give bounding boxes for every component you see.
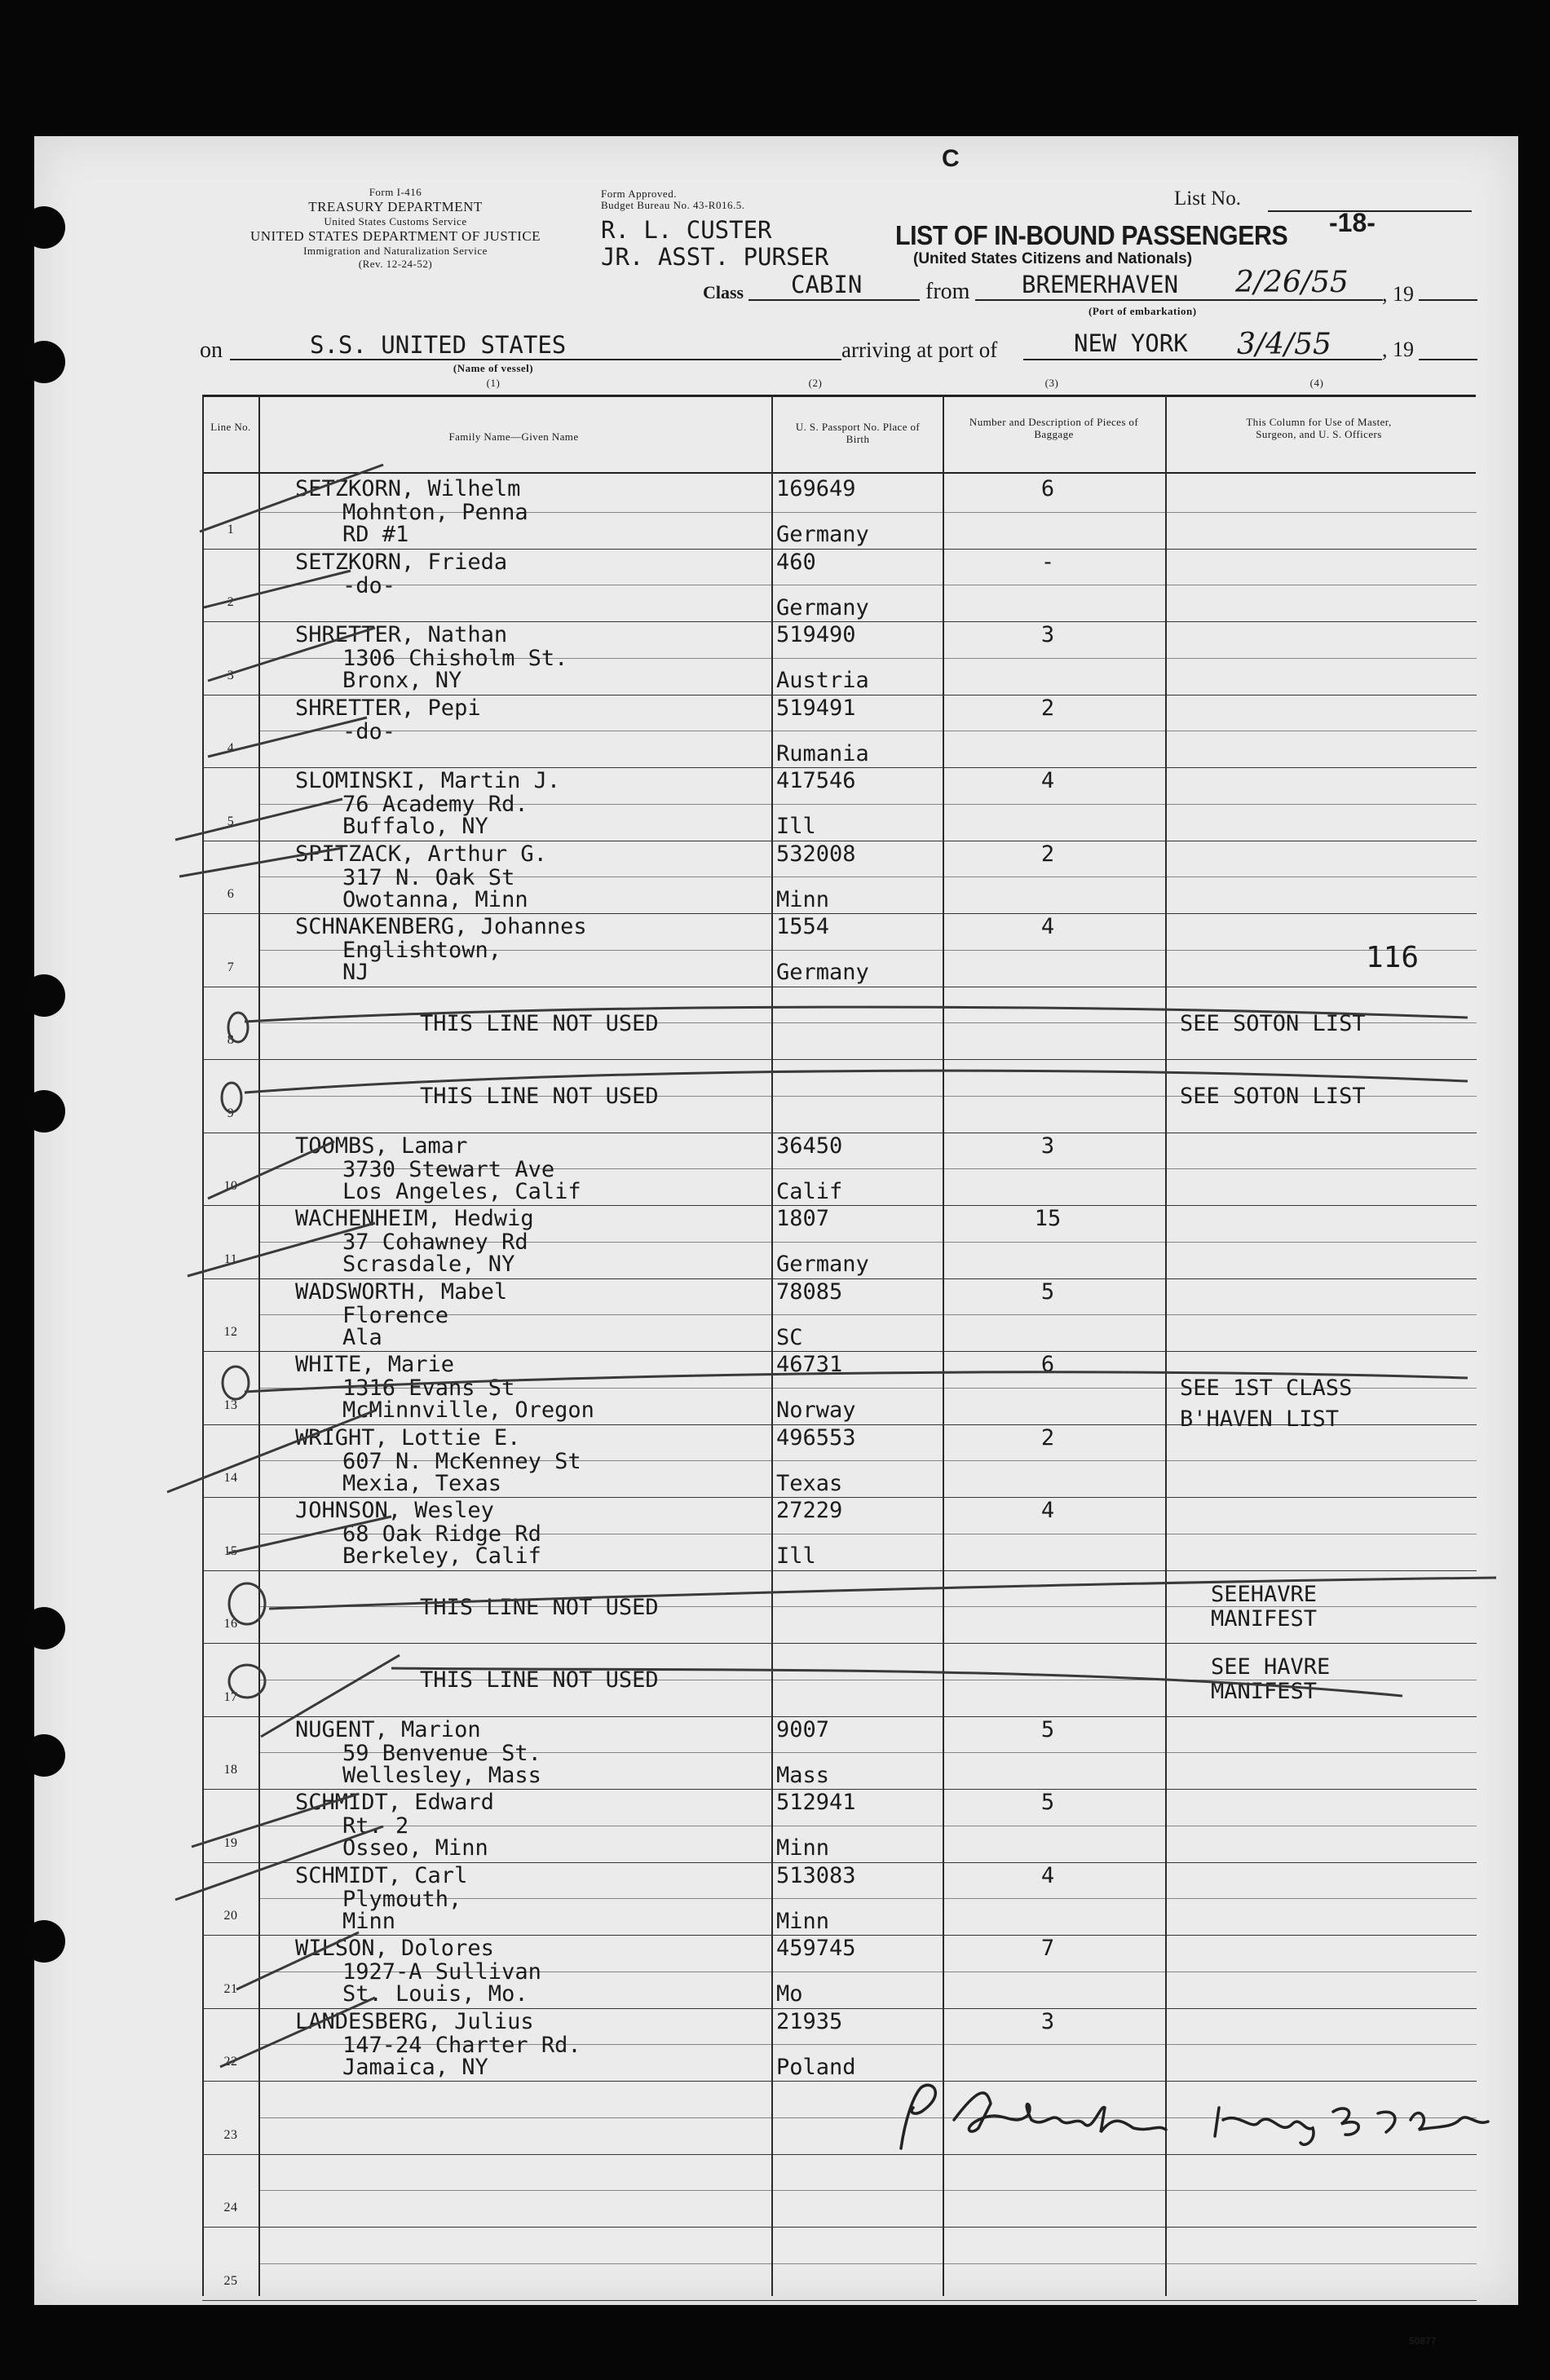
- immigration-service: Immigration and Naturalization Service: [303, 245, 488, 257]
- line-number: 2: [227, 595, 235, 609]
- passport-number: 169649: [776, 476, 856, 501]
- baggage-count: -: [1040, 549, 1055, 575]
- line-number: 8: [227, 1033, 235, 1047]
- passport-number: 519491: [776, 695, 856, 721]
- baggage-count: 6: [1040, 476, 1055, 501]
- line-number: 24: [223, 2201, 238, 2214]
- baggage-count: 5: [1040, 1716, 1055, 1742]
- arrival-port: NEW YORK: [1074, 329, 1188, 357]
- place-of-birth: Texas: [776, 1470, 843, 1496]
- from-year-underline: [1419, 299, 1477, 301]
- place-of-birth: Ill: [776, 1543, 816, 1569]
- officer-note-2: B'HAVEN LIST: [1180, 1406, 1340, 1432]
- baggage-count: 4: [1040, 768, 1055, 793]
- line-number: 15: [223, 1543, 238, 1558]
- line-number: 19: [223, 1835, 238, 1850]
- line-not-used: THIS LINE NOT USED: [420, 1594, 659, 1620]
- line-number: 10: [223, 1179, 238, 1193]
- list-no-label: List No.: [1174, 188, 1241, 210]
- line-number: 3: [227, 668, 235, 682]
- binder-hole: [23, 1734, 65, 1777]
- class-value: CABIN: [791, 271, 863, 298]
- passenger-address-2: Berkeley, Calif: [342, 1543, 541, 1569]
- line-number: 14: [223, 1471, 238, 1485]
- passenger-name: SETZKORN, Frieda: [295, 549, 508, 575]
- passenger-address-1: 607 N. McKenney St: [342, 1448, 581, 1474]
- place-of-birth: Mo: [776, 1981, 803, 2007]
- form-code: 50877: [1409, 2335, 1437, 2347]
- place-of-birth: Germany: [776, 1252, 869, 1277]
- vessel-label: (Name of vessel): [453, 362, 534, 374]
- passport-number: 46731: [776, 1352, 843, 1377]
- line-not-used: THIS LINE NOT USED: [420, 1084, 659, 1109]
- line-number: 6: [227, 887, 235, 901]
- passenger-address-1: 37 Cohawney Rd: [342, 1230, 528, 1255]
- line-number: 1: [227, 522, 235, 536]
- header-passport: U. S. Passport No. Place of Birth: [795, 421, 921, 445]
- passenger-address-1: -do-: [342, 572, 396, 598]
- line-number: 17: [223, 1689, 238, 1704]
- passport-number: 519490: [776, 622, 856, 647]
- line-number: 11: [223, 1252, 238, 1266]
- customs-service: United States Customs Service: [324, 215, 467, 227]
- passenger-name: SCHMIDT, Edward: [295, 1790, 494, 1815]
- passenger-address-2: St. Louis, Mo.: [342, 1981, 528, 2007]
- col-divider-officers: [1165, 395, 1167, 2296]
- line-number: 7: [227, 960, 235, 974]
- place-of-birth: Minn: [776, 1908, 830, 1934]
- baggage-count: 2: [1040, 841, 1055, 867]
- line-number: 16: [223, 1617, 238, 1631]
- passenger-name: WHITE, Marie: [295, 1352, 455, 1377]
- arrival-date: 3/4/55: [1237, 328, 1331, 361]
- form-number: Form I-416: [369, 186, 422, 198]
- baggage-count: 5: [1040, 1278, 1055, 1305]
- officer-note: SEE SOTON LIST: [1180, 1084, 1366, 1109]
- from-label: from: [925, 279, 970, 304]
- row-sub-rule: [258, 2263, 1477, 2264]
- passenger-name: LANDESBERG, Julius: [295, 2008, 534, 2034]
- line-number: 13: [223, 1398, 238, 1412]
- officer-note: 116: [1366, 941, 1420, 974]
- passenger-address-2: Mexia, Texas: [342, 1470, 502, 1496]
- place-of-birth: Mass: [776, 1762, 830, 1788]
- line-number: 23: [223, 2127, 238, 2142]
- passenger-address-2: Bronx, NY: [342, 668, 462, 693]
- passport-number: 78085: [776, 1278, 843, 1305]
- passport-number: 496553: [776, 1424, 856, 1451]
- col-divider-passport: [771, 395, 773, 2296]
- treasury-department: TREASURY DEPARTMENT: [308, 199, 483, 214]
- passenger-name: SETZKORN, Wilhelm: [295, 476, 521, 501]
- from-date: 2/26/55: [1235, 266, 1349, 299]
- row-sub-rule: [258, 2190, 1477, 2191]
- signature-text: [897, 2144, 902, 2145]
- vessel-underline: [230, 359, 841, 360]
- officer-note: SEE SOTON LIST: [1180, 1010, 1366, 1036]
- passport-number: 512941: [776, 1790, 856, 1815]
- baggage-count: 2: [1040, 1424, 1055, 1451]
- signature-time: [1223, 2144, 1229, 2145]
- passenger-address-1: -do-: [342, 718, 396, 744]
- passenger-address-2: Owotanna, Minn: [342, 886, 528, 912]
- passport-number: 417546: [776, 768, 856, 793]
- baggage-count: 6: [1040, 1352, 1055, 1377]
- passport-number: 9007: [776, 1716, 830, 1742]
- passenger-address-2: Ala: [342, 1324, 382, 1350]
- passenger-address-1: Florence: [342, 1302, 449, 1328]
- passenger-name: SHRETTER, Nathan: [295, 622, 508, 647]
- baggage-count: 2: [1040, 695, 1055, 721]
- form-header-left: [200, 186, 591, 271]
- header-line-no: Line No.: [210, 421, 251, 433]
- from-underline: [975, 299, 1383, 301]
- top-mark: C: [942, 145, 960, 172]
- place-of-birth: SC: [776, 1324, 803, 1350]
- class-label: Class: [703, 282, 744, 302]
- line-number: 9: [227, 1106, 235, 1120]
- passenger-name: SCHMIDT, Carl: [295, 1862, 468, 1888]
- passport-number: 459745: [776, 1936, 856, 1961]
- passenger-address-1: Plymouth,: [342, 1886, 462, 1912]
- binder-hole: [23, 1920, 65, 1963]
- place-of-birth: Poland: [776, 2054, 856, 2080]
- passenger-address-2: Minn: [342, 1908, 396, 1934]
- passenger-address-1: 1306 Chisholm St.: [342, 646, 568, 671]
- place-of-birth: Austria: [776, 668, 869, 693]
- officer-note: SEE 1ST CLASS: [1180, 1375, 1353, 1401]
- passenger-name: SPITZACK, Arthur G.: [295, 841, 547, 867]
- on-label: on: [200, 338, 223, 363]
- passenger-name: WRIGHT, Lottie E.: [295, 1424, 521, 1451]
- passenger-address-2: NJ: [342, 960, 369, 985]
- passenger-address-2: Buffalo, NY: [342, 814, 488, 839]
- justice-department: UNITED STATES DEPARTMENT OF JUSTICE: [250, 228, 541, 244]
- inspector-signature: [889, 2071, 1508, 2161]
- arrival-year-underline: [1419, 359, 1477, 360]
- place-of-birth: Germany: [776, 594, 869, 620]
- passenger-name: WADSWORTH, Mabel: [295, 1278, 508, 1305]
- place-of-birth: Norway: [776, 1398, 856, 1423]
- passenger-address-1: 1927-A Sullivan: [342, 1959, 541, 1985]
- line-not-used: THIS LINE NOT USED: [420, 1010, 659, 1036]
- row-rule: [202, 2227, 1477, 2228]
- place-of-birth: Calif: [776, 1178, 843, 1204]
- form-approved: Form Approved.: [601, 188, 677, 200]
- binder-hole: [23, 974, 65, 1017]
- passenger-address-1: 147-24 Charter Rd.: [342, 2032, 581, 2058]
- line-number: 20: [223, 1909, 238, 1923]
- passenger-address-1: 68 Oak Ridge Rd: [342, 1521, 541, 1547]
- passport-number: 460: [776, 549, 816, 575]
- binder-hole: [23, 341, 65, 383]
- place-of-birth: Germany: [776, 522, 869, 547]
- place-of-birth: Ill: [776, 814, 816, 839]
- purser-title: JR. ASST. PURSER: [601, 243, 829, 271]
- passport-number: 36450: [776, 1133, 843, 1159]
- col-divider-line: [258, 395, 260, 2296]
- passenger-name: TOOMBS, Lamar: [295, 1133, 468, 1159]
- passenger-address-1: 1316 Evans St: [342, 1375, 515, 1401]
- class-underline: [749, 299, 920, 301]
- row-rule: [202, 1643, 1477, 1644]
- row-rule: [202, 1570, 1477, 1571]
- passenger-address-2: McMinnville, Oregon: [342, 1398, 594, 1423]
- header-baggage: Number and Description of Pieces of Baggage: [969, 416, 1139, 440]
- form-revision: (Rev. 12-24-52): [358, 258, 433, 270]
- passenger-name: WILSON, Dolores: [295, 1936, 494, 1961]
- baggage-count: 15: [1034, 1206, 1062, 1231]
- passenger-address-2: Wellesley, Mass: [342, 1762, 541, 1788]
- table-header-rule: [202, 472, 1476, 474]
- passport-number: 21935: [776, 2008, 843, 2034]
- passenger-name: WACHENHEIM, Hedwig: [295, 1206, 534, 1231]
- arrival-year: , 19: [1382, 338, 1414, 361]
- line-number: 18: [223, 1763, 238, 1777]
- passenger-address-2: Osseo, Minn: [342, 1835, 488, 1861]
- passenger-name: SHRETTER, Pepi: [295, 695, 481, 721]
- from-year: , 19: [1382, 282, 1414, 306]
- passport-number: 513083: [776, 1862, 856, 1888]
- passenger-name: SCHNAKENBERG, Johannes: [295, 914, 587, 939]
- passport-number: 1807: [776, 1206, 830, 1231]
- passenger-name: NUGENT, Marion: [295, 1716, 481, 1742]
- officer-note-2: MANIFEST: [1211, 1679, 1318, 1704]
- baggage-count: 4: [1040, 1498, 1055, 1523]
- passenger-address-1: 59 Benvenue St.: [342, 1740, 541, 1766]
- place-of-birth: Rumania: [776, 740, 869, 766]
- officer-note: SEE HAVRE: [1211, 1654, 1331, 1680]
- passport-number: 1554: [776, 914, 830, 939]
- baggage-count: 7: [1040, 1936, 1055, 1961]
- baggage-count: 3: [1040, 2008, 1055, 2034]
- col-number-4: (4): [1309, 377, 1324, 389]
- page-subtitle: (United States Citizens and Nationals): [913, 250, 1193, 267]
- line-number: 22: [223, 2055, 238, 2069]
- header-name: Family Name—Given Name: [448, 431, 579, 443]
- passenger-address-1: 3730 Stewart Ave: [342, 1156, 555, 1182]
- passenger-address-2: Los Angeles, Calif: [342, 1178, 581, 1204]
- baggage-count: 3: [1040, 622, 1055, 647]
- binder-hole: [23, 1607, 65, 1649]
- place-of-birth: Minn: [776, 886, 830, 912]
- budget-bureau: Budget Bureau No. 43-R016.5.: [601, 199, 745, 211]
- list-no-value: -18-: [1329, 208, 1376, 237]
- port-embarkation-label: (Port of embarkation): [1089, 305, 1197, 317]
- line-number: 4: [227, 741, 235, 755]
- baggage-count: 4: [1040, 914, 1055, 939]
- passenger-address-2: RD #1: [342, 522, 409, 547]
- from-value: BREMERHAVEN: [1022, 271, 1179, 298]
- binder-hole: [23, 206, 65, 249]
- passenger-address-1: 76 Academy Rd.: [342, 792, 528, 817]
- line-number: 25: [223, 2273, 238, 2288]
- page-title: LIST OF IN-BOUND PASSENGERS: [895, 220, 1288, 250]
- row-rule: [202, 1059, 1477, 1060]
- header-officers: This Column for Use of Master, Surgeon, and U. S. Officers: [1246, 416, 1392, 440]
- place-of-birth: Germany: [776, 960, 869, 985]
- arriving-label: arriving at port of: [841, 338, 998, 362]
- baggage-count: 5: [1040, 1790, 1055, 1815]
- officer-note-2: MANIFEST: [1211, 1605, 1318, 1632]
- line-not-used: THIS LINE NOT USED: [420, 1667, 659, 1693]
- purser-name: R. L. CUSTER: [601, 216, 772, 244]
- vessel-name: S.S. UNITED STATES: [310, 331, 567, 359]
- passenger-name: JOHNSON, Wesley: [295, 1498, 494, 1523]
- passenger-address-1: Rt. 2: [342, 1813, 409, 1839]
- line-number: 5: [227, 814, 235, 828]
- col-number-3: (3): [1044, 377, 1059, 389]
- passenger-name: SLOMINSKI, Martin J.: [295, 768, 561, 793]
- line-number: 12: [223, 1325, 238, 1339]
- passenger-address-1: 317 N. Oak St: [342, 864, 515, 890]
- col-divider-baggage: [943, 395, 944, 2296]
- baggage-count: 4: [1040, 1862, 1055, 1888]
- passport-number: 27229: [776, 1498, 843, 1523]
- passenger-address-1: Mohnton, Penna: [342, 500, 528, 525]
- col-number-2: (2): [808, 377, 823, 389]
- passenger-address-1: Englishtown,: [342, 938, 502, 963]
- officer-note: SEEHAVRE: [1211, 1581, 1318, 1607]
- table-top-rule: [202, 395, 1476, 397]
- passenger-address-2: Scrasdale, NY: [342, 1252, 515, 1277]
- table-left-border: [202, 395, 204, 2296]
- col-number-1: (1): [486, 377, 501, 389]
- passport-number: 532008: [776, 841, 856, 867]
- binder-hole: [23, 1090, 65, 1133]
- passenger-address-2: Jamaica, NY: [342, 2054, 488, 2080]
- line-number: 21: [223, 1981, 238, 1996]
- baggage-count: 3: [1040, 1133, 1055, 1159]
- row-rule: [202, 2300, 1477, 2301]
- place-of-birth: Minn: [776, 1835, 830, 1861]
